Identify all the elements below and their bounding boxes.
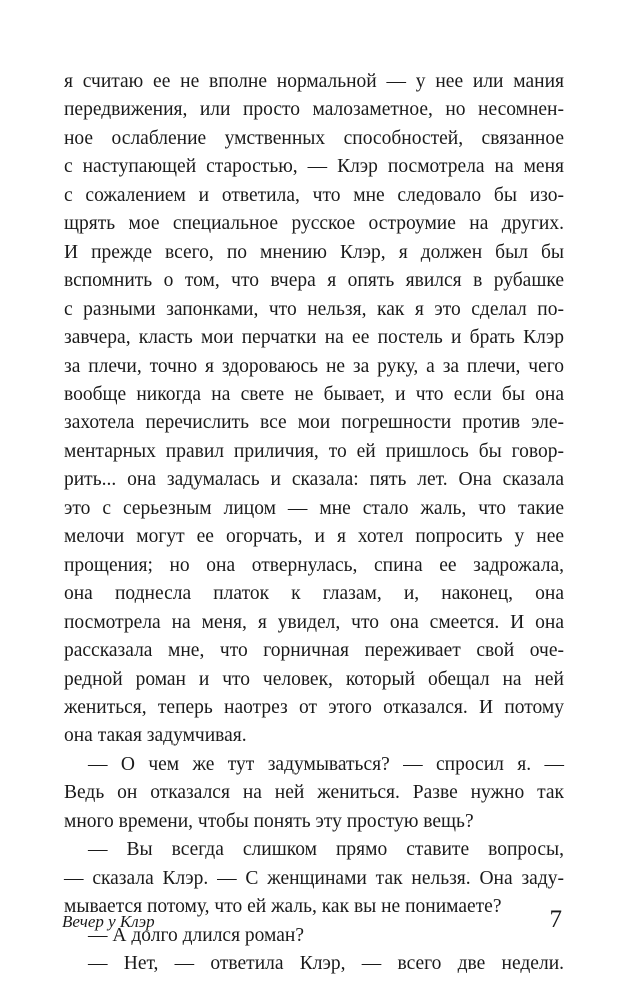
text-line: И прежде всего, по мнению Клэр, я должен был бы (64, 241, 564, 263)
text-line: мывается потому, что ей жаль, как вы не понимаете? (64, 896, 502, 918)
text-line: за плечи, точно я здороваюсь не за руку, а за плечи, чего (64, 355, 564, 377)
text-line: — А долго длился роман? (88, 924, 305, 946)
text-line: Ведь он отказался на ней жениться. Разве нужно так (64, 782, 564, 804)
text-line: она такая задумчивая. (64, 725, 247, 747)
text-line: с сожалением и ответила, что мне следовало бы изо- (64, 184, 564, 206)
text-line: — Нет, — ответила Клэр, — всего две недели. (88, 953, 564, 975)
text-line: захотела перечислить все мои погрешности против эле- (64, 412, 564, 434)
page-footer (62, 906, 562, 940)
text-line: я считаю ее не вполне нормальной — у нее или мания (64, 71, 564, 92)
text-line: прощения; но она отвернулась, спина ее задрожала, (64, 554, 564, 576)
text-line: — сказала Клэр. — С женщинами так нельзя. Она заду- (64, 867, 564, 889)
page-number: 7 (549, 906, 562, 933)
text-line: она поднесла платок к глазам, и, наконец, она (64, 583, 564, 605)
text-line: — Вы всегда слишком прямо ставите вопросы, (88, 839, 564, 861)
text-line: посмотрела на меня, я увидел, что она смеется. И она (64, 611, 564, 633)
text-line: щрять мое специальное русское остроумие на других. (64, 213, 564, 235)
text-line: рассказала мне, что горничная переживает свой оче- (64, 640, 564, 662)
text-line: это с серьезным лицом — мне стало жаль, что такие (64, 497, 564, 519)
text-line: вспомнить о том, что вчера я опять явился в рубашке (64, 270, 564, 292)
text-line: мелочи могут ее огорчать, и я хотел попросить у нее (64, 526, 564, 548)
text-line: передвижения, или просто малозаметное, но несомнен- (64, 99, 564, 121)
text-line: ное ослабление умственных способностей, связанное (64, 127, 564, 149)
text-line: с разными запонками, что нельзя, как я это сделал по- (64, 298, 564, 320)
text-line: завчера, класть мои перчатки на ее постель и брать Клэр (64, 327, 564, 349)
text-line: редной роман и что человек, который обещал на ней (64, 668, 564, 690)
text-line: много времени, чтобы понять эту простую вещь? (64, 810, 474, 832)
text-line: — О чем же тут задумываться? — спросил я. — (88, 753, 564, 775)
running-title: Вечер у Клэр (62, 912, 155, 931)
text-line: вообще никогда на свете не бывает, и что если бы она (64, 383, 564, 405)
text-line: рить... она задумалась и сказала: пять лет. Она сказала (64, 469, 564, 491)
text-line: жениться, теперь наотрез от этого отказался. И потому (64, 696, 564, 718)
body-text (64, 68, 564, 979)
text-line: ментарных правил приличия, то ей пришлось бы говор- (64, 440, 564, 462)
text-line: с наступающей старостью, — Клэр посмотрела на меня (64, 156, 564, 178)
